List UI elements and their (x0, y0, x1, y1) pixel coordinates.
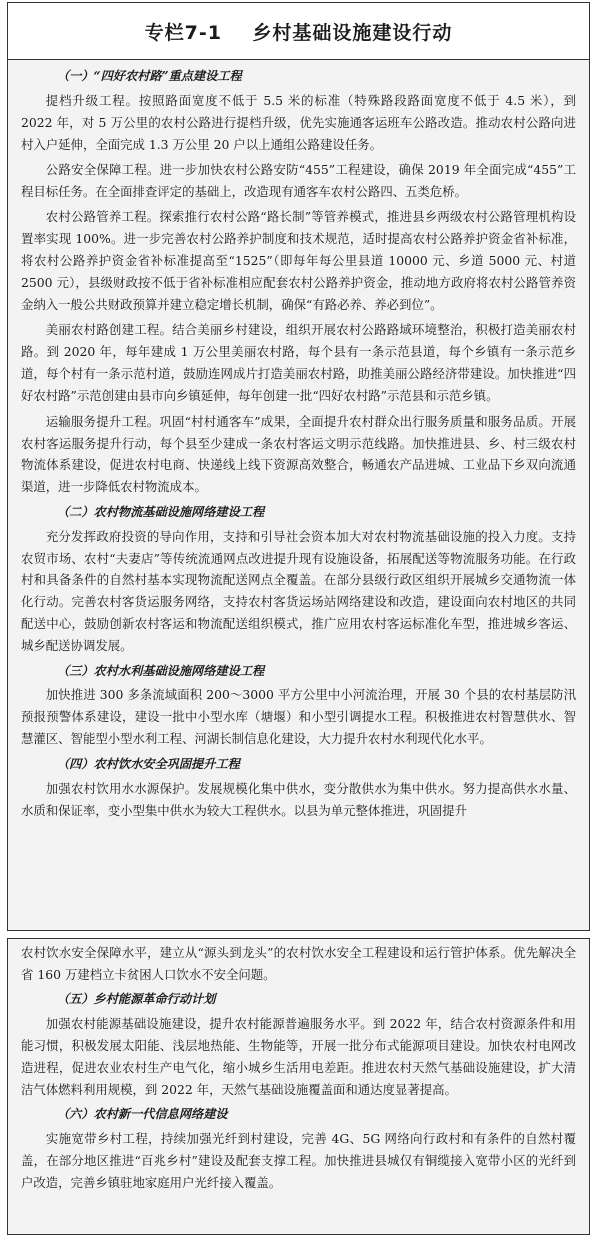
paragraph: 充分发挥政府投资的导向作用，支持和引导社会资本加大对农村物流基础设施的投入力度。支持农贸市场、农村“夫妻店”等传统流通网点改进提升现有设施设备，拓展配送等物流服务功能。在行政村和具备条件的自然村基本实现物流配送网点全覆盖。在部分县级行政区组织开展城乡交通物流一体化行动。完善农村客货运服务网络，支持农村客货运场站网络建设和改造，建设面向农村地区的共同配送中心，鼓励创新农村客运和物流配送组织模式，推广应用农村客运标准化车型，推进城乡客运、城乡配送协调发展。 (21, 528, 576, 654)
continued-paragraph: 农村饮水安全保障水平，建立从“源头到龙头”的农村饮水安全工程建设和运行管护体系。优先解决全省 160 万建档立卡贫困人口饮水不安全问题。 (21, 945, 576, 982)
section-heading-4: （四）农村饮水安全巩固提升工程 (57, 756, 240, 771)
plan-box-part-2 (7, 938, 590, 1235)
section-heading-2: （二）农村物流基础设施网络建设工程 (57, 504, 265, 519)
title-bar (8, 3, 589, 60)
box-content (8, 60, 589, 821)
paragraph: 公路安全保障工程。进一步加快农村公路安防“455”工程建设，确保 2019 年全面完成“455”工程目标任务。在全面排查评定的基础上，改造现有通客车农村公路四、五类危桥。 (21, 162, 576, 200)
paragraph: 加强农村能源基础设施建设，提升农村能源普遍服务水平。到 2022 年，结合农村资源条件和用能习惯，积极发展太阳能、浅层地热能、生物能等，开展一批分布式能源项目建设。加快农村电网改造进程，促进农业农村生产电气化，缩小城乡生活用电差距。推进农村天然气基础设施建设，扩大清洁气体燃料利用规模，到 2022 年，天然气基础设施覆盖面和通达度显著提高。 (21, 1016, 576, 1097)
paragraph: 农村公路管养工程。探索推行农村公路“路长制”等管养模式，推进县乡两级农村公路管理机构设置率实现 100%。进一步完善农村公路养护制度和技术规范，适时提高农村公路养护资金省补标准，将农村公路养护资金省补标准提高至“1525”（即每年每公里县道 10000 元、乡道 5000 元、村道 2500 元），县级财政按不低于省补标准相应配套农村公路养护资金，推动地方政府将农村公路管养资金纳入一般公共财政预算并建立稳定增长机制，确保“有路必养、养必到位”。 (21, 209, 576, 313)
section-heading-3: （三）农村水利基础设施网络建设工程 (57, 663, 265, 678)
box-title: 专栏7-1 乡村基础设施建设行动 (144, 21, 453, 44)
box-content (8, 939, 589, 1194)
plan-box-part-1 (7, 2, 590, 931)
paragraph: 加快推进 300 多条流域面积 200～3000 平方公里中小河流治理，开展 30 个县的农村基层防汛预报预警体系建设，建设一批中小型水库（塘堰）和小型引调提水工程。积极推进农村智慧供水、智慧灌区、智能型小型水利工程、河湖长制信息化建设，大力提升农村水利现代化水平。 (21, 687, 576, 747)
paragraph: 运输服务提升工程。巩固“村村通客车”成果，全面提升农村群众出行服务质量和服务品质。开展农村客运服务提升行动，每个县至少建成一条农村客运文明示范线路。加快推进县、乡、村三级农村物流体系建设，促进农村电商、快递线上线下资源高效整合，畅通农产品进城、工业品下乡双向流通渠道，进一步降低农村物流成本。 (21, 413, 576, 495)
section-heading-5: （五）乡村能源革命行动计划 (57, 992, 216, 1007)
section-heading-1: （一）“四好农村路”重点建设工程 (57, 69, 242, 83)
paragraph: 加强农村饮用水水源保护。发展规模化集中供水，变分散供水为集中供水。努力提高供水水量、水质和保证率，变小型集中供水为较大工程供水。以县为单元整体推进，巩固提升 (21, 780, 576, 818)
paragraph: 美丽农村路创建工程。结合美丽乡村建设，组织开展农村公路路域环境整治，积极打造美丽农村路。到 2020 年，每年建成 1 万公里美丽农村路，每个县有一条示范县道，每个乡镇有一条示范乡道，每个村有一条示范村道，鼓励连网成片打造美丽农村路，助推美丽公路经济带建设。加快推进“四好农村路”示范创建由县市向乡镇延伸，每年创建一批“四好农村路”示范县和示范乡镇。 (21, 322, 576, 404)
paragraph: 提档升级工程。按照路面宽度不低于 5.5 米的标准（特殊路段路面宽度不低于 4.5 米），到 2022 年，对 5 万公里的农村公路进行提档升级，优先实施通客运班车公路改造。推动农村公路向进村入户延伸，全面完成 1.3 万公里 20 户以上通组公路建设任务。 (21, 92, 576, 152)
section-heading-6: （六）农村新一代信息网络建设 (57, 1107, 228, 1122)
paragraph: 实施宽带乡村工程，持续加强光纤到村建设，完善 4G、5G 网络向行政村和有条件的自然村覆盖，在部分地区推进“百兆乡村”建设及配套支撑工程。加快推进县城仅有铜缆接入宽带小区的光纤到户改造，完善乡镇驻地家庭用户光纤接入覆盖。 (21, 1131, 576, 1191)
